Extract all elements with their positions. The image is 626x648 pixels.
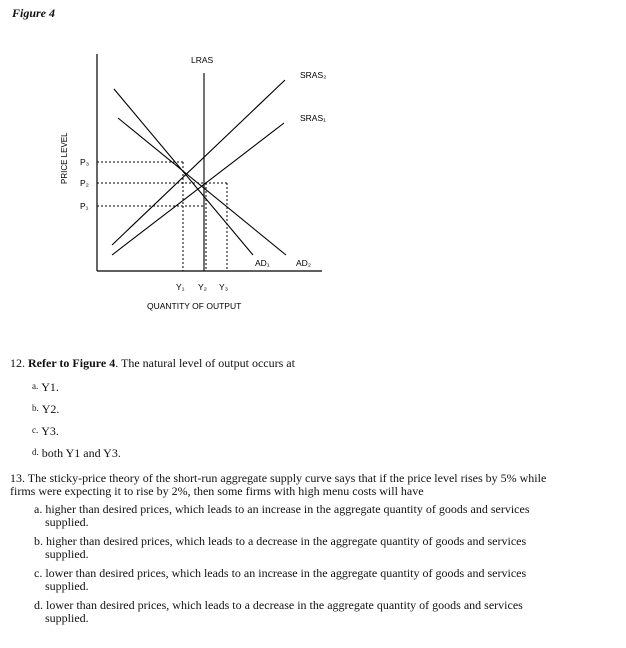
question-12 [10, 356, 295, 370]
lras-label: LRAS [191, 55, 214, 65]
q12-options [32, 376, 121, 464]
q12-option-text: Y1. [41, 380, 59, 394]
q13-option-text: b. higher than desired prices, which leads to a decrease in the aggregate quantity of goods and services [34, 534, 527, 548]
x-axis-label: QUANTITY OF OUTPUT [147, 301, 242, 311]
q12-option-text: both Y1 and Y3. [41, 446, 121, 460]
y-axis-label: PRICE LEVEL [60, 132, 69, 184]
figure-title: Figure 4 [12, 6, 56, 20]
q12-option-text: Y2. [41, 402, 60, 416]
q13-option-d[interactable] [34, 599, 574, 625]
q12-option-letter: a. [32, 381, 39, 391]
q12-option-c[interactable] [32, 420, 121, 442]
q13-option-text: d. lower than desired prices, which leads to a decrease in the aggregate quantity of goods and services [34, 598, 523, 612]
ad2-label: AD₂ [296, 258, 312, 268]
q12-option-a[interactable] [32, 376, 121, 398]
q12-option-text: Y3. [41, 424, 59, 438]
q13-option-continuation: supplied. [45, 547, 89, 561]
q13-option-continuation: supplied. [45, 611, 89, 625]
q12-option-d[interactable] [32, 442, 121, 464]
y3-label: Y₃ [219, 282, 229, 292]
q13-option-continuation: supplied. [45, 515, 89, 529]
ad2-line [118, 118, 286, 255]
q13-option-b[interactable] [34, 535, 574, 561]
q12-option-letter: d. [32, 447, 39, 457]
q12-option-b[interactable] [32, 398, 121, 420]
q13-option-text: a. higher than desired prices, which leads to an increase in the aggregate quantity of goods and services [34, 502, 530, 516]
q13-stem-line-1: 13. The sticky-price theory of the short-run aggregate supply curve says that if the price level rises by 5% while [10, 471, 547, 485]
sras2-label: SRAS₂ [300, 70, 327, 80]
q13-options [34, 503, 574, 631]
p3-label: P₃ [80, 157, 90, 167]
y1-label: Y₁ [176, 282, 185, 292]
q13-stem-line-2: firms were expecting it to rise by 2%, then some firms with high menu costs will have [10, 484, 424, 498]
q12-number: 12. [10, 356, 25, 370]
question-13 [10, 472, 600, 498]
q13-option-text: c. lower than desired prices, which leads to an increase in the aggregate quantity of goods and services [34, 566, 527, 580]
q13-option-c[interactable] [34, 567, 574, 593]
q12-stem: . The natural level of output occurs at [115, 356, 295, 370]
p1-label: P₁ [80, 201, 89, 211]
q12-option-letter: c. [32, 425, 39, 435]
q13-option-continuation: supplied. [45, 579, 89, 593]
ad1-label: AD₁ [255, 258, 270, 268]
q12-figure-ref: Refer to Figure 4 [28, 356, 116, 370]
y2-label: Y₂ [198, 282, 207, 292]
sras1-label: SRAS₁ [300, 113, 327, 123]
p2-label: P₂ [80, 178, 89, 188]
q12-option-letter: b. [32, 403, 39, 413]
q13-option-a[interactable] [34, 503, 574, 529]
